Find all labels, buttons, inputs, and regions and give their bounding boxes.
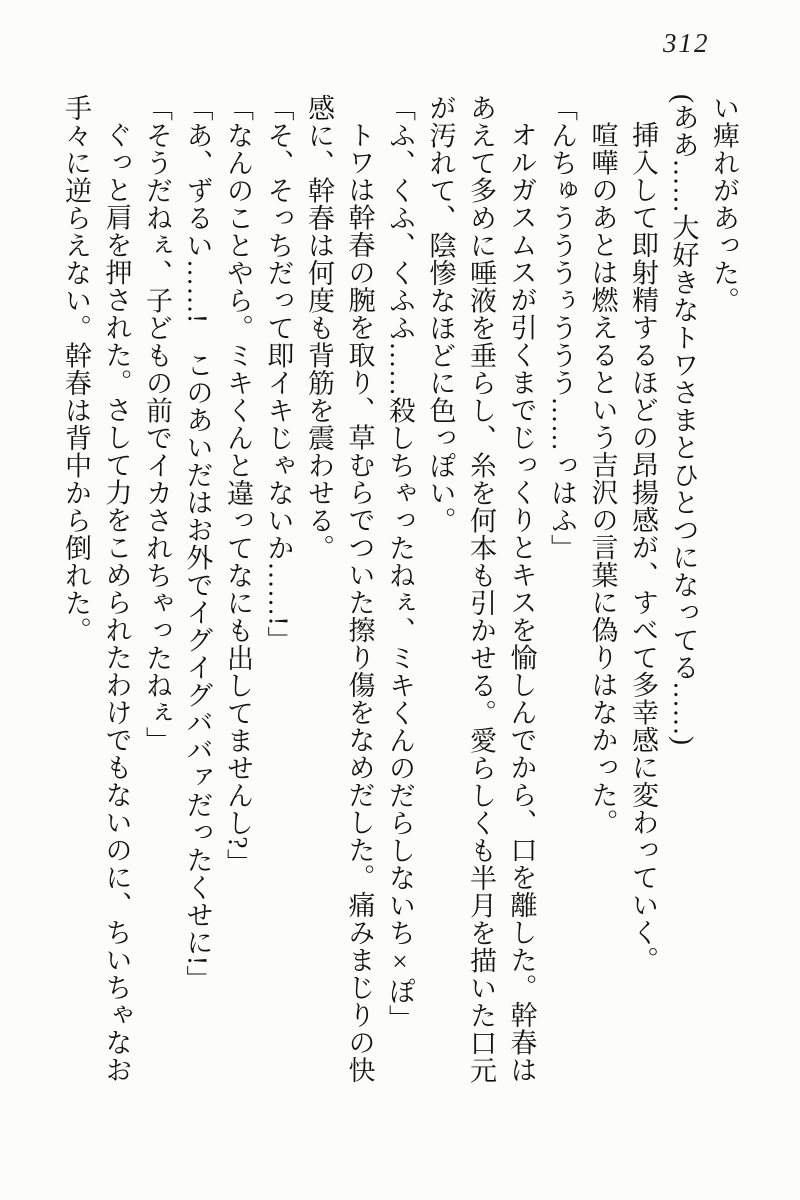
paragraph: オルガスムスが引くまでじっくりとキスを愉しんでから、口を離した。幹春はあえて多めに唾液を垂らし、糸を何本も引かせる。愛らしくも半月を描いた口元が汚れて、陰惨なほどに色っぽい。 — [425, 94, 537, 1084]
paragraph: 「んちゅうううぅううう……っはふ」 — [547, 94, 577, 562]
paragraph: 喧嘩のあとは燃えるという吉沢の言葉に偽りはなかった。 — [587, 121, 618, 836]
paragraph: ぐっと肩を押された。さして力をこめられたわけでもないのに、ちいちゃなお手々に逆らえない。幹春は背中から倒れた。 — [61, 94, 132, 1084]
paragraph: 「なんのことやら。ミキくんと違ってなにも出してませんし?」 — [223, 94, 253, 877]
paragraph: 「そうだねぇ、子どもの前でイカされちゃったねぇ」 — [142, 94, 172, 754]
paragraph: 「ふ、くふ、くふふ……殺しちゃったねぇ、ミキくんのだらしないち×ぽ」 — [385, 94, 415, 1032]
paragraph: (ああ……大好きなトワさまとひとつになってる……) — [668, 94, 699, 746]
page-number: 312 — [663, 28, 710, 58]
paragraph: トワは幹春の腕を取り、草むらでついた擦り傷をなめだした。痛みまじりの快感に、幹春は何度も背筋を震わせる。 — [304, 94, 375, 1084]
paragraph: 挿入して即射精するほどの昂揚感が、すべて多幸感に変わっていく。 — [628, 121, 658, 974]
paragraph: い痺れがあった。 — [709, 94, 739, 314]
text-block — [56, 94, 745, 1106]
paragraph: 「そ、そっちだって即イキじゃないか……!」 — [263, 94, 294, 654]
paragraph: 「あ、ずるい……! このあいだはお外でイグイグババァだったくせに!」 — [182, 94, 213, 993]
